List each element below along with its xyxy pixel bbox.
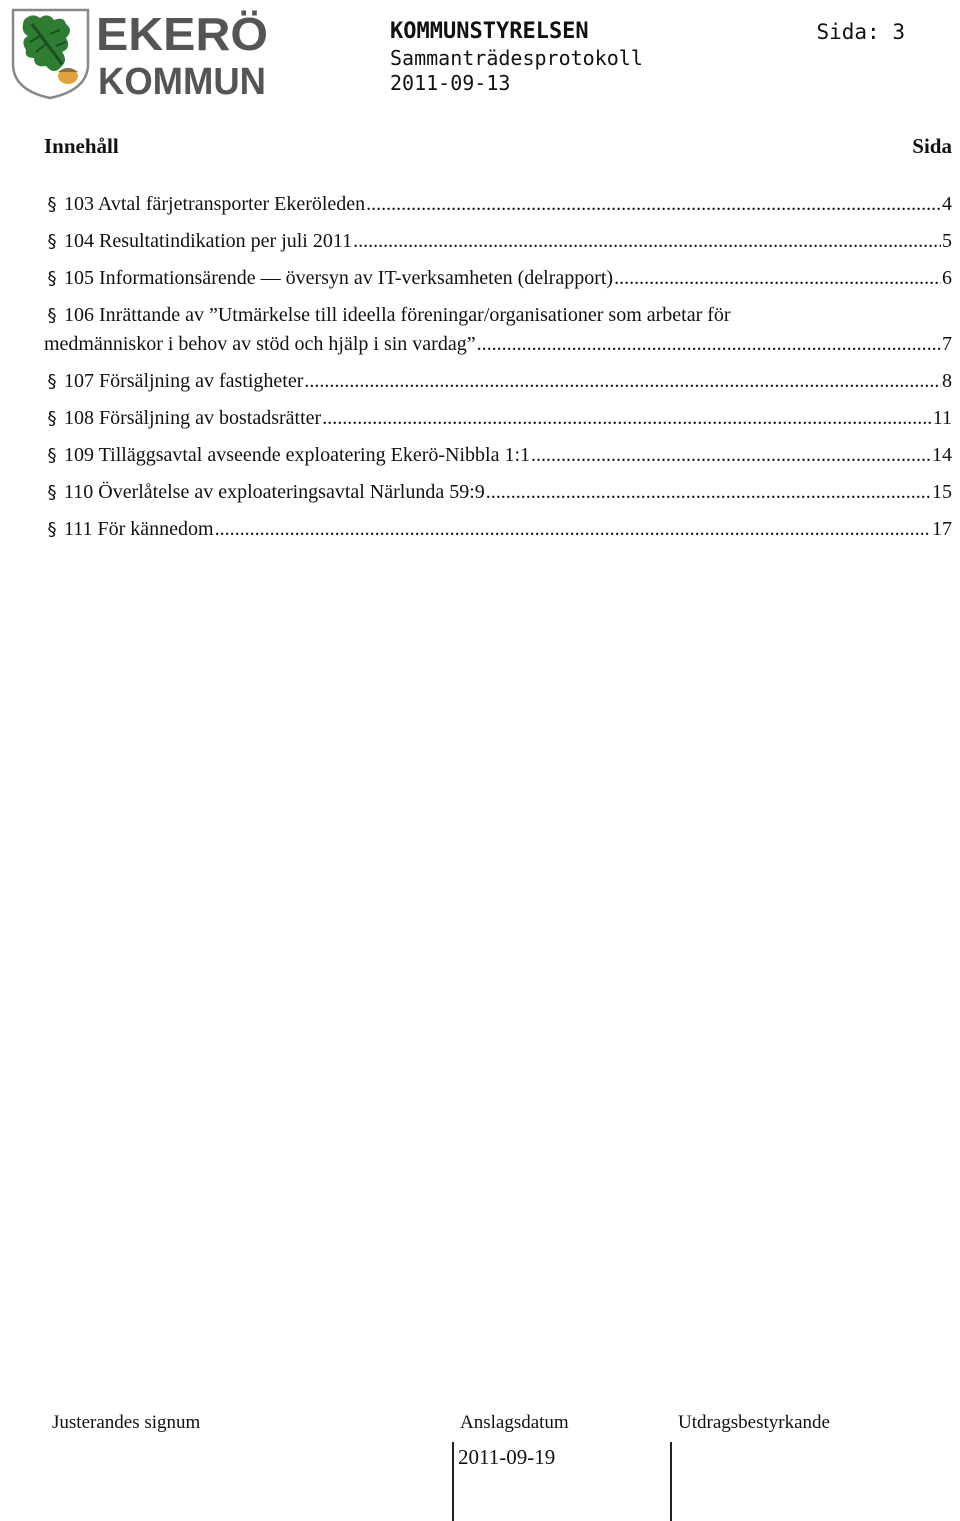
toc-entry-title: 103 Avtal färjetransporter Ekeröleden — [64, 193, 366, 215]
toc-entry[interactable] — [44, 301, 952, 359]
toc-entry-page: 14 — [932, 444, 952, 466]
posting-date: 2011-09-19 — [458, 1445, 556, 1469]
certification-label: Utdragsbestyrkande — [678, 1412, 830, 1433]
toc-entry-page: 15 — [932, 481, 952, 503]
section-symbol: § — [47, 482, 57, 503]
document-type: Sammanträdesprotokoll — [390, 45, 643, 70]
logo-text-kommun: KOMMUN — [98, 61, 266, 100]
toc-heading: Innehåll — [44, 134, 119, 158]
toc-entry[interactable] — [44, 478, 952, 507]
organization-name: KOMMUNSTYRELSEN — [390, 19, 589, 44]
section-symbol: § — [47, 231, 57, 252]
document-header — [390, 18, 643, 96]
toc-entry-title: 110 Överlåtelse av exploateringsavtal Närlunda 59:9 — [64, 481, 485, 503]
toc-entry-title-continued: medmänniskor i behov av stöd och hjälp i sin vardag” — [44, 333, 476, 355]
section-symbol: § — [47, 268, 57, 289]
toc-entry[interactable] — [44, 264, 952, 293]
posting-date-label: Anslagsdatum — [460, 1412, 569, 1433]
section-symbol: § — [47, 445, 57, 466]
toc-entry[interactable] — [44, 367, 952, 396]
dot-leader — [353, 227, 941, 256]
dot-leader — [215, 515, 931, 544]
toc-entry-title: 111 För kännedom — [64, 518, 214, 540]
toc-entry-title: 107 Försäljning av fastigheter — [64, 370, 304, 392]
signature-footer — [0, 1412, 960, 1521]
toc-entry-title: 108 Försäljning av bostadsrätter — [64, 407, 322, 429]
section-symbol: § — [47, 305, 57, 326]
dot-leader — [486, 478, 931, 507]
footer-divider — [452, 1442, 454, 1521]
toc-entry-page: 11 — [932, 407, 952, 429]
meeting-date: 2011-09-13 — [390, 70, 511, 95]
dot-leader — [614, 264, 941, 293]
dot-leader — [304, 367, 941, 396]
signature-label: Justerandes signum — [52, 1412, 201, 1433]
logo-text-ekero: EKERÖ — [96, 8, 268, 60]
toc-entry[interactable] — [44, 404, 952, 433]
dot-leader — [477, 330, 941, 359]
section-symbol: § — [47, 371, 57, 392]
toc-entry-page: 7 — [942, 333, 952, 355]
section-symbol: § — [47, 408, 57, 429]
toc-entry-title: 105 Informationsärende — översyn av IT-verksamheten (delrapport) — [64, 267, 614, 289]
footer-divider — [670, 1442, 672, 1521]
toc-entry[interactable] — [44, 515, 952, 544]
toc-entry-page: 6 — [942, 267, 952, 289]
toc-entry[interactable] — [44, 441, 952, 470]
toc-entry-page: 17 — [932, 518, 952, 540]
toc-entry[interactable] — [44, 227, 952, 256]
toc-entry-title: 106 Inrättande av ”Utmärkelse till ideella föreningar/organisationer som arbetar för — [64, 304, 731, 326]
toc-entry-title: 109 Tilläggsavtal avseende exploatering Ekerö-Nibbla 1:1 — [64, 444, 531, 466]
acorn-icon — [58, 68, 78, 84]
section-symbol: § — [47, 194, 57, 215]
page-number: Sida: 3 — [816, 20, 905, 44]
section-symbol: § — [47, 519, 57, 540]
toc-page-heading: Sida — [912, 134, 952, 158]
toc-entry-page: 4 — [942, 193, 952, 215]
table-of-contents — [44, 190, 952, 552]
ekero-kommun-logo — [10, 6, 272, 100]
dot-leader — [366, 190, 941, 219]
toc-entry-title: 104 Resultatindikation per juli 2011 — [64, 230, 353, 252]
toc-entry-page: 8 — [942, 370, 952, 392]
toc-entry[interactable] — [44, 190, 952, 219]
toc-heading-row — [44, 134, 952, 159]
toc-entry-page: 5 — [942, 230, 952, 252]
dot-leader — [531, 441, 931, 470]
dot-leader — [322, 404, 932, 433]
